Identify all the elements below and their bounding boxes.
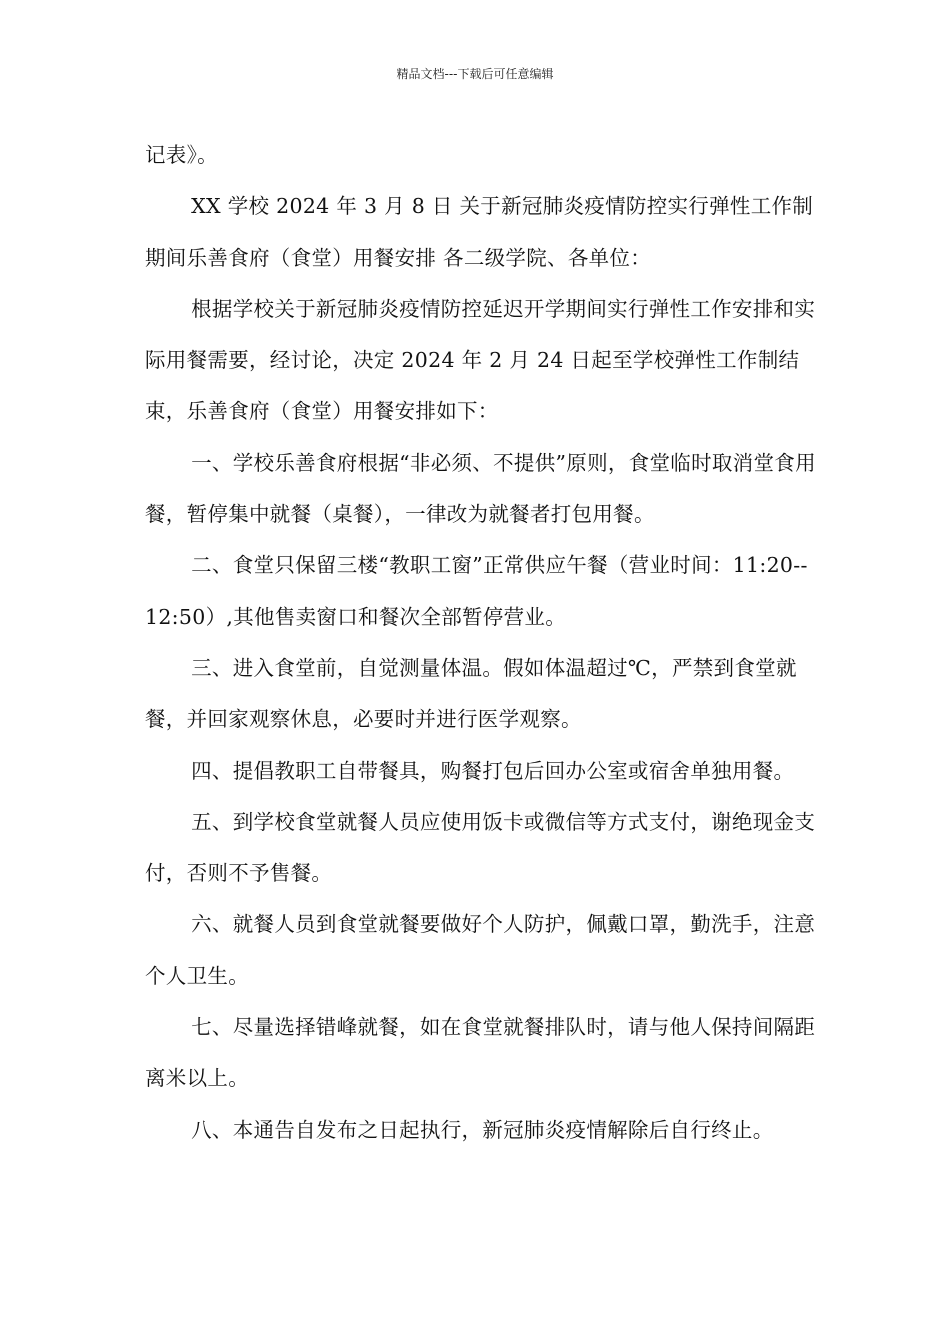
page-header: 精品文档---下载后可任意编辑 <box>396 67 554 81</box>
paragraph-intro: 根据学校关于新冠肺炎疫情防控延迟开学期间实行弹性工作安排和实际用餐需要，经讨论，决定 2024 年 2 月 24 日起至学校弹性工作制结束，乐善食府（食堂）用餐安排如下： <box>145 296 816 424</box>
paragraph-item-8: 八、本通告自发布之日起执行，新冠肺炎疫情解除后自行终止。 <box>191 1117 774 1142</box>
document-body <box>145 130 817 1156</box>
paragraph-item-6: 六、就餐人员到食堂就餐要做好个人防护，佩戴口罩，勤洗手，注意个人卫生。 <box>145 912 816 988</box>
paragraph-notice-title: XX 学校 2024 年 3 月 8 日 关于新冠肺炎疫情防控实行弹性工作制期间乐善食府（食堂）用餐安排 各二级学院、各单位： <box>145 194 814 270</box>
paragraph-continuation: 记表》。 <box>145 143 218 167</box>
paragraph-item-5: 五、到学校食堂就餐人员应使用饭卡或微信等方式支付，谢绝现金支付，否则不予售餐。 <box>145 809 816 886</box>
paragraph-item-3: 三、进入食堂前，自觉测量体温。假如体温超过℃，严禁到食堂就餐，并回家观察休息，必要时并进行医学观察。 <box>145 655 797 732</box>
paragraph-item-1: 一、学校乐善食府根据“非必须、不提供”原则，食堂临时取消堂食用餐，暂停集中就餐（桌餐），一律改为就餐者打包用餐。 <box>145 450 816 527</box>
paragraph-item-4: 四、提倡教职工自带餐具，购餐打包后回办公室或宿舍单独用餐。 <box>191 758 795 783</box>
paragraph-item-7: 七、尽量选择错峰就餐，如在食堂就餐排队时，请与他人保持间隔距离米以上。 <box>145 1015 816 1091</box>
paragraph-item-2: 二、食堂只保留三楼“教职工窗”正常供应午餐（营业时间：11:20--12:50）,其他售卖窗口和餐次全部暂停营业。 <box>145 553 808 629</box>
